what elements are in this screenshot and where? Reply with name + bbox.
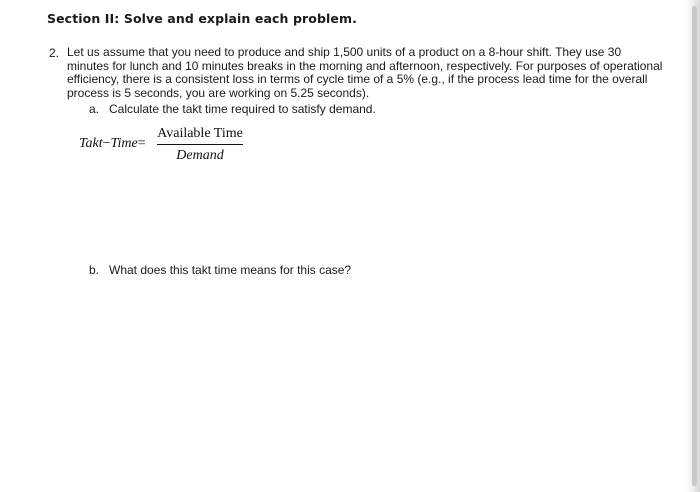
problem-statement: Let us assume that you need to produce and ship 1,500 units of a product on a 8-hour shift. They use 30 minutes for lunch and 10 minutes breaks in the morning and afternoon, respectively. For purposes of operational efficiency, there is a consistent loss in terms of cycle time of a 5% (e.g., if the process lead time for the overall process is 5 seconds, you are working on 5.25 seconds). bbox=[67, 45, 663, 100]
section-title: Section II: Solve and explain each problem. bbox=[47, 11, 357, 26]
scrollbar[interactable] bbox=[686, 0, 700, 492]
part-a-letter: a. bbox=[89, 102, 100, 116]
formula-numerator: Available Time bbox=[157, 126, 243, 141]
problem-number: 2. bbox=[49, 46, 60, 60]
part-b-question: What does this takt time means for this case? bbox=[109, 263, 352, 277]
formula-fraction bbox=[157, 126, 243, 164]
formula-minus-sign: − bbox=[102, 136, 111, 151]
scrollbar-thumb[interactable] bbox=[692, 6, 697, 486]
fraction-bar bbox=[157, 144, 243, 145]
formula-lhs bbox=[79, 136, 146, 152]
formula-denominator: Demand bbox=[176, 148, 224, 163]
part-b-letter: b. bbox=[89, 263, 100, 277]
part-a-question: Calculate the takt time required to satisfy demand. bbox=[109, 102, 376, 116]
formula-term-time: Time bbox=[110, 136, 138, 151]
formula-equals-sign: = bbox=[137, 136, 146, 151]
formula-term-takt: Takt bbox=[79, 136, 103, 151]
